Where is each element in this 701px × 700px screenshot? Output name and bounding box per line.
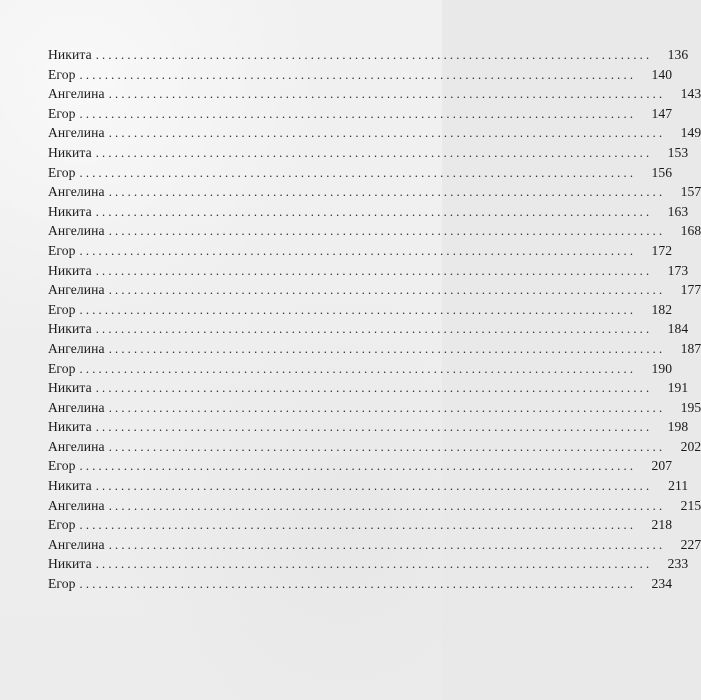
dot-leader: ........................................................................................ xyxy=(108,224,666,239)
toc-entry-page-number: 233 xyxy=(667,556,689,572)
dot-leader: ........................................................................................ xyxy=(95,479,653,494)
toc-entry xyxy=(48,123,701,143)
dot-leader: ........................................................................................ xyxy=(79,165,637,180)
toc-entry-title: Никита xyxy=(48,203,92,219)
toc-entry-title: Никита xyxy=(48,47,92,62)
dot-leader: ........................................................................................ xyxy=(95,263,653,278)
toc-entry xyxy=(48,104,673,124)
table-of-contents xyxy=(48,45,701,594)
toc-entry-title: Ангелина xyxy=(48,340,105,356)
toc-entry-page-number: 172 xyxy=(651,242,673,258)
toc-entry xyxy=(48,261,689,281)
toc-entry-page-number: 157 xyxy=(680,184,701,200)
toc-entry-page-number: 149 xyxy=(680,125,701,141)
toc-entry-page-number: 227 xyxy=(680,536,701,552)
dot-leader: ........................................................................................ xyxy=(79,361,637,376)
toc-entry xyxy=(48,84,701,104)
toc-entry-page-number: 191 xyxy=(667,380,689,396)
toc-entry-page-number: 156 xyxy=(651,164,673,180)
toc-entry-page-number: 136 xyxy=(667,47,689,62)
dot-leader: ........................................................................................ xyxy=(95,557,653,572)
dot-leader: ........................................................................................ xyxy=(95,381,653,396)
dot-leader: ........................................................................................ xyxy=(108,400,666,415)
toc-entry-page-number: 187 xyxy=(680,340,701,356)
toc-entry-title: Никита xyxy=(48,380,92,396)
toc-entry-page-number: 147 xyxy=(651,105,673,121)
toc-entry xyxy=(48,182,701,202)
toc-entry-page-number: 168 xyxy=(680,223,701,239)
toc-entry-page-number: 184 xyxy=(667,321,689,337)
toc-entry xyxy=(48,515,673,535)
dot-leader: ........................................................................................ xyxy=(95,145,653,160)
toc-entry xyxy=(48,280,701,300)
toc-entry-page-number: 182 xyxy=(651,301,673,317)
toc-entry xyxy=(48,476,689,496)
toc-entry xyxy=(48,378,689,398)
toc-entry-title: Никита xyxy=(48,262,92,278)
toc-entry xyxy=(48,241,673,261)
toc-entry xyxy=(48,398,701,418)
toc-entry-title: Егор xyxy=(48,458,76,474)
toc-entry-title: Никита xyxy=(48,321,92,337)
toc-entry xyxy=(48,496,701,516)
dot-leader: ........................................................................................ xyxy=(79,518,637,533)
toc-entry xyxy=(48,319,689,339)
toc-entry-title: Егор xyxy=(48,360,76,376)
toc-entry-title: Никита xyxy=(48,556,92,572)
toc-entry-page-number: 215 xyxy=(680,497,701,513)
toc-entry xyxy=(48,202,689,222)
toc-entry-title: Егор xyxy=(48,66,76,82)
toc-entry-page-number: 140 xyxy=(651,66,673,82)
toc-entry-page-number: 207 xyxy=(651,458,673,474)
dot-leader: ........................................................................................ xyxy=(108,537,666,552)
dot-leader: ........................................................................................ xyxy=(79,106,637,121)
toc-entry-title: Ангелина xyxy=(48,399,105,415)
toc-entry xyxy=(48,574,673,594)
toc-entry-title: Егор xyxy=(48,164,76,180)
toc-entry-title: Егор xyxy=(48,576,76,592)
toc-entry xyxy=(48,163,673,183)
toc-entry-title: Ангелина xyxy=(48,184,105,200)
toc-entry-page-number: 163 xyxy=(667,203,689,219)
toc-entry xyxy=(48,437,701,457)
toc-entry xyxy=(48,143,689,163)
dot-leader: ........................................................................................ xyxy=(108,341,666,356)
toc-entry xyxy=(48,456,673,476)
toc-entry-title: Никита xyxy=(48,419,92,435)
dot-leader: ........................................................................................ xyxy=(79,243,637,258)
toc-entry xyxy=(48,417,689,437)
dot-leader: ........................................................................................ xyxy=(79,67,637,82)
toc-entry-page-number: 202 xyxy=(680,438,701,454)
toc-entry-title: Ангелина xyxy=(48,282,105,298)
toc-entry xyxy=(48,65,673,85)
dot-leader: ........................................................................................ xyxy=(95,48,653,62)
dot-leader: ........................................................................................ xyxy=(108,87,666,102)
toc-entry-page-number: 198 xyxy=(667,419,689,435)
dot-leader: ........................................................................................ xyxy=(79,577,637,592)
toc-entry-page-number: 195 xyxy=(680,399,701,415)
toc-entry xyxy=(48,359,673,379)
toc-entry-title: Ангелина xyxy=(48,223,105,239)
toc-entry-page-number: 143 xyxy=(680,86,701,102)
dot-leader: ........................................................................................ xyxy=(108,283,666,298)
toc-entry xyxy=(48,300,673,320)
toc-entry xyxy=(48,45,689,65)
toc-entry-title: Никита xyxy=(48,144,92,160)
toc-entry-page-number: 190 xyxy=(651,360,673,376)
toc-entry-title: Егор xyxy=(48,105,76,121)
dot-leader: ........................................................................................ xyxy=(108,439,666,454)
toc-entry-title: Ангелина xyxy=(48,86,105,102)
toc-entry-title: Егор xyxy=(48,242,76,258)
dot-leader: ........................................................................................ xyxy=(95,420,653,435)
dot-leader: ........................................................................................ xyxy=(95,204,653,219)
toc-entry-title: Ангелина xyxy=(48,497,105,513)
dot-leader: ........................................................................................ xyxy=(108,498,666,513)
dot-leader: ........................................................................................ xyxy=(108,126,666,141)
toc-entry-title: Егор xyxy=(48,301,76,317)
toc-entry-page-number: 173 xyxy=(667,262,689,278)
toc-entry-page-number: 211 xyxy=(668,478,689,494)
toc-entry-title: Егор xyxy=(48,517,76,533)
toc-entry xyxy=(48,339,701,359)
toc-entry-page-number: 234 xyxy=(651,576,673,592)
toc-entry-page-number: 177 xyxy=(680,282,701,298)
toc-entry xyxy=(48,554,689,574)
dot-leader: ........................................................................................ xyxy=(79,302,637,317)
dot-leader: ........................................................................................ xyxy=(108,185,666,200)
toc-entry-title: Ангелина xyxy=(48,125,105,141)
dot-leader: ........................................................................................ xyxy=(79,459,637,474)
dot-leader: ........................................................................................ xyxy=(95,322,653,337)
toc-entry-title: Никита xyxy=(48,478,92,494)
toc-entry xyxy=(48,221,701,241)
toc-entry-page-number: 218 xyxy=(651,517,673,533)
toc-entry-page-number: 153 xyxy=(667,144,689,160)
toc-entry-title: Ангелина xyxy=(48,438,105,454)
toc-entry-title: Ангелина xyxy=(48,536,105,552)
toc-entry xyxy=(48,535,701,555)
